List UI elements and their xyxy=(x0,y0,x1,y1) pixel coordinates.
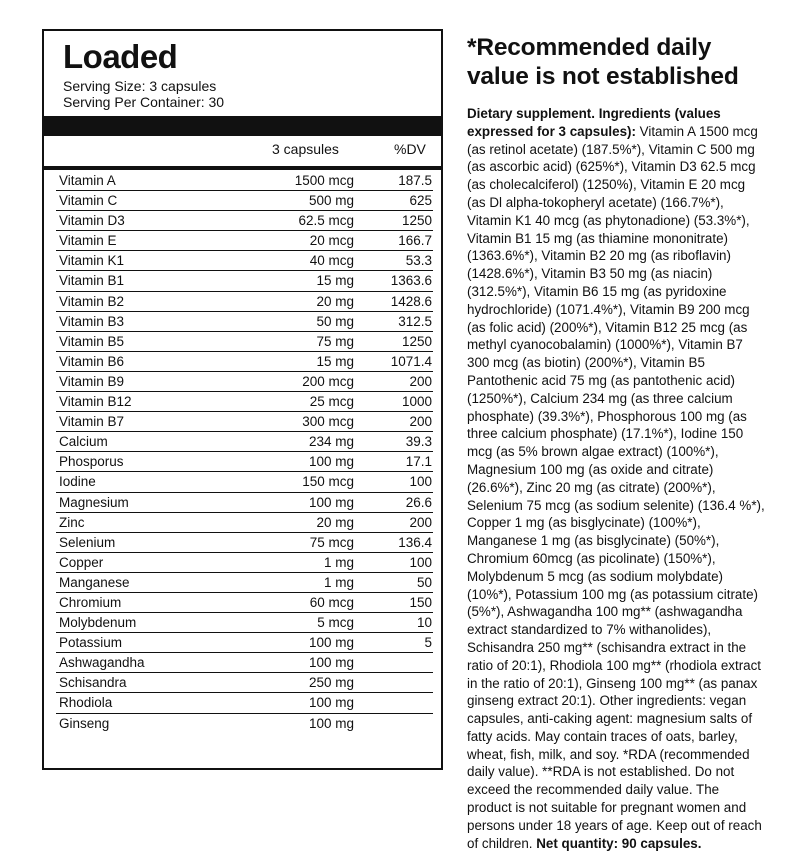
nutrient-quantity: 100 mg xyxy=(308,695,354,711)
nutrient-quantity: 40 mcg xyxy=(309,253,354,269)
supplement-facts-panel xyxy=(42,29,443,770)
table-row xyxy=(56,613,433,633)
nutrient-name: Vitamin B9 xyxy=(59,373,125,389)
nutrient-dv: 100 xyxy=(409,474,432,490)
table-row xyxy=(56,493,433,513)
nutrient-quantity: 25 mcg xyxy=(309,394,354,410)
nutrient-quantity: 15 mg xyxy=(316,353,354,369)
table-row xyxy=(56,251,433,271)
nutrient-name: Potassium xyxy=(59,635,123,651)
nutrient-dv: 1071.4 xyxy=(390,353,432,369)
nutrient-name: Magnesium xyxy=(59,494,129,510)
nutrient-quantity: 50 mg xyxy=(316,313,354,329)
nutrient-name: Vitamin B2 xyxy=(59,293,125,309)
table-row xyxy=(56,714,433,734)
table-row xyxy=(56,633,433,653)
nutrient-name: Manganese xyxy=(59,574,130,590)
nutrient-dv: 100 xyxy=(409,554,432,570)
nutrient-dv: 50 xyxy=(416,574,432,590)
nutrient-quantity: 500 mg xyxy=(308,193,354,209)
nutrient-quantity: 20 mcg xyxy=(309,233,354,249)
net-quantity: Net quantity: 90 capsules. xyxy=(536,835,702,851)
nutrient-name: Vitamin A xyxy=(59,173,116,188)
nutrient-dv: 1363.6 xyxy=(390,273,432,289)
table-row xyxy=(56,231,433,251)
table-row xyxy=(56,171,433,191)
nutrient-name: Vitamin K1 xyxy=(59,253,125,269)
nutrient-name: Vitamin B6 xyxy=(59,353,125,369)
nutrient-name: Calcium xyxy=(59,434,108,450)
nutrient-name: Vitamin B3 xyxy=(59,313,125,329)
nutrient-quantity: 1500 mcg xyxy=(294,173,354,188)
table-row xyxy=(56,693,433,713)
table-row xyxy=(56,673,433,693)
table-row xyxy=(56,271,433,291)
nutrient-name: Ashwagandha xyxy=(59,655,145,671)
table-row xyxy=(56,412,433,432)
nutrient-name: Vitamin C xyxy=(59,193,118,209)
nutrient-name: Zinc xyxy=(59,514,85,530)
nutrient-dv: 17.1 xyxy=(405,454,432,470)
nutrient-name: Vitamin D3 xyxy=(59,213,125,229)
nutrient-name: Rhodiola xyxy=(59,695,113,711)
serving-size: Serving Size: 3 capsules xyxy=(63,78,217,94)
table-row xyxy=(56,553,433,573)
nutrient-dv: 26.6 xyxy=(405,494,432,510)
ingredients-text xyxy=(467,105,767,852)
table-row xyxy=(56,653,433,673)
nutrient-quantity: 100 mg xyxy=(308,635,354,651)
nutrient-name: Schisandra xyxy=(59,675,127,691)
nutrient-dv: 200 xyxy=(409,373,432,389)
servings-per-container: Serving Per Container: 30 xyxy=(63,94,225,110)
nutrient-name: Phosporus xyxy=(59,454,124,470)
brand-title: Loaded xyxy=(63,38,178,75)
nutrient-name: Molybdenum xyxy=(59,615,137,631)
nutrient-quantity: 300 mcg xyxy=(302,414,354,430)
nutrient-quantity: 62.5 mcg xyxy=(298,213,354,229)
table-row xyxy=(56,472,433,492)
nutrient-quantity: 60 mcg xyxy=(309,594,354,610)
nutrient-dv: 1250 xyxy=(401,333,432,349)
nutrient-quantity: 100 mg xyxy=(308,454,354,470)
table-row xyxy=(56,593,433,613)
table-row xyxy=(56,432,433,452)
nutrient-name: Vitamin B1 xyxy=(59,273,125,289)
ingredients-body: Vitamin A 1500 mcg (as retinol acetate) (187.5%*), Vitamin C 500 mg (as ascorbic acid) (625%*), Vitamin D3 62.5 mcg (as cholecalciferol) (1250%), Vitamin E 20 mcg (as Dl alpha-tokopheryl acetate) (166.7%*), Vitamin K1 40 mcg (as phytonadione) (53.3%*), Vitamin B1 15 mg (as thiamine mononitrate) (1363.6%*), Vitamin B2 20 mg (as riboflavin)(1428.6%*), Vitamin B3 50 mg (as niacin) (312.5%*), Vitamin B6 15 mg (as pyridoxine hydrochloride) (1071.4%*), Vitamin B9 200 mcg (as folic acid) (200%*), Vitamin B12 25 mcg (as methyl cyanocobalamin) (1000%*), Vitamin B7 300 mcg (as biotin) (200%*), Vitamin B5 Pantothenic acid 75 mg (as pantothenic acid) (1250%*), Calcium 234 mg (as three calcium phosphate) (39.3%*), Phosphorous 100 mg (as three calcium phosphate) (17.1%*), Iodine 150 mcg (as 5% brown algae extract) (100%*), Magnesium 100 mg (as oxide and citrate) (26.6%*), Zinc 20 mg (as citrate) (200%*), Selenium 75 mcg (as sodium selenite) (136.4 %*), Copper 1 mg (as bisglycinate) (100%*), Manganese 1 mg (as bisglycinate) (50%*), Chromium 60mcg (as picolinate) (150%*), Molybdenum 5 mcg (as sodium molybdate) (10%*), Potassium 100 mg (as potassium citrate) (5%*), Ashwagandha 100 mg** (ashwagandha extract standardized to 7% withanolides), Schisandra 250 mg** (schisandra extract in the ratio of 20:1), Rhodiola 100 mg** (rhodiola extract in the ratio of 20:1), Ginseng 100 mg** (as panax ginseng extract 20:1). Other ingredients: vegan capsules, anti-caking agent: magnesium salts of fatty acids. May contain traces of oats, barley, wheat, fish, milk, and soy. *RDA (recommended daily value). **RDA is not established. Do not exceed the recommended daily value. The product is not suitable for pregnant women and persons under 18 years of age. Keep out of reach of children. xyxy=(467,123,765,851)
nutrient-dv: 150 xyxy=(409,594,432,610)
nutrient-name: Vitamin B7 xyxy=(59,414,125,430)
nutrient-quantity: 200 mcg xyxy=(302,373,354,389)
nutrient-name: Vitamin E xyxy=(59,233,117,249)
table-row xyxy=(56,573,433,593)
header-bar xyxy=(44,116,441,136)
table-row xyxy=(56,392,433,412)
table-row xyxy=(56,372,433,392)
nutrient-dv: 5 xyxy=(424,635,432,651)
table-row xyxy=(56,452,433,472)
table-row xyxy=(56,211,433,231)
table-row xyxy=(56,352,433,372)
column-header-dv: %DV xyxy=(394,141,426,157)
nutrient-dv: 1000 xyxy=(401,394,432,410)
nutrient-dv: 312.5 xyxy=(398,313,432,329)
nutrient-dv: 1250 xyxy=(401,213,432,229)
nutrient-quantity: 75 mcg xyxy=(309,534,354,550)
nutrient-dv: 187.5 xyxy=(398,173,432,188)
nutrient-quantity: 75 mg xyxy=(316,333,354,349)
table-row xyxy=(56,332,433,352)
nutrient-quantity: 20 mg xyxy=(316,514,354,530)
nutrient-dv: 136.4 xyxy=(398,534,432,550)
nutrient-quantity: 100 mg xyxy=(308,715,354,731)
nutrient-quantity: 5 mcg xyxy=(317,615,354,631)
nutrient-dv: 39.3 xyxy=(405,434,432,450)
nutrient-dv: 625 xyxy=(409,193,432,209)
table-row xyxy=(56,292,433,312)
serving-info xyxy=(63,78,224,110)
nutrient-dv: 166.7 xyxy=(398,233,432,249)
nutrient-quantity: 15 mg xyxy=(316,273,354,289)
rda-notice: *Recommended daily value is not established xyxy=(467,34,739,90)
nutrient-dv: 200 xyxy=(409,514,432,530)
table-row xyxy=(56,191,433,211)
nutrient-name: Ginseng xyxy=(59,715,110,731)
nutrient-quantity: 1 mg xyxy=(323,554,354,570)
nutrient-quantity: 234 mg xyxy=(308,434,354,450)
nutrient-quantity: 100 mg xyxy=(308,655,354,671)
nutrient-quantity: 150 mcg xyxy=(302,474,354,490)
nutrient-quantity: 250 mg xyxy=(308,675,354,691)
nutrient-name: Vitamin B12 xyxy=(59,394,132,410)
nutrient-dv: 200 xyxy=(409,414,432,430)
ingredients-column xyxy=(467,33,767,852)
column-header-quantity: 3 capsules xyxy=(272,141,339,157)
table-row xyxy=(56,513,433,533)
table-row xyxy=(56,312,433,332)
ingredients-lead: Dietary supplement. Ingredients (values expressed for 3 capsules): xyxy=(467,106,721,139)
nutrient-dv: 10 xyxy=(416,615,432,631)
table-row xyxy=(56,533,433,553)
nutrient-name: Iodine xyxy=(59,474,96,490)
nutrient-name: Copper xyxy=(59,554,104,570)
nutrient-name: Chromium xyxy=(59,594,122,610)
nutrient-table xyxy=(56,171,433,734)
nutrient-dv: 53.3 xyxy=(405,253,432,269)
nutrient-quantity: 1 mg xyxy=(323,574,354,590)
nutrient-quantity: 20 mg xyxy=(316,293,354,309)
nutrient-quantity: 100 mg xyxy=(308,494,354,510)
nutrient-name: Selenium xyxy=(59,534,116,550)
nutrient-dv: 1428.6 xyxy=(390,293,432,309)
nutrient-name: Vitamin B5 xyxy=(59,333,125,349)
header-rule xyxy=(44,166,441,170)
